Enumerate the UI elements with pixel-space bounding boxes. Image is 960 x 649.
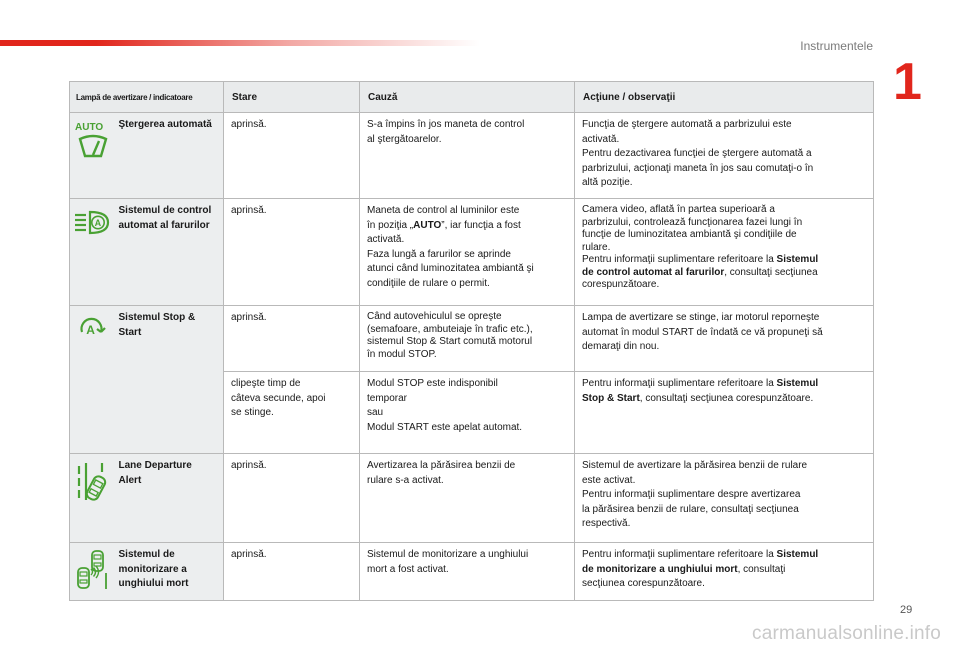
cause-cell: Modul STOP este indisponibil temporar sau Modul START este apelat automat. [360,372,575,454]
table-header-row [70,82,874,113]
section-title: Instrumentele [800,39,873,53]
chapter-number: 1 [893,53,922,111]
action-bold-text: Sistemul de control automat al farurilor [582,254,819,278]
action-cell [575,543,874,601]
action-line: activată. [582,133,620,145]
lamp-name: Sistemul de control automat al farurilor [117,199,224,306]
cause-bold-text: AUTO [413,219,442,231]
lamp-name: Lane Departure Alert [117,454,224,543]
action-text: Pentru informaţii suplimentare referitoare la [582,549,777,560]
state-cell: aprinsă. [224,113,360,199]
action-bold-text: Sistemul Stop & Start [582,378,819,404]
table-row [70,306,874,372]
action-cell: Sistemul de avertizare la părăsirea benzii de rulare este activat. Pentru informaţii suplimentare despre avertizarea la părăsirea benzii de rulare, consultaţi secţiunea respectivă. [575,454,874,543]
column-header-action: Acţiune / observaţii [575,82,874,113]
cause-cell: Sistemul de monitorizare a unghiului mort a fost activat. [360,543,575,601]
action-cell [575,372,874,454]
table-row [70,113,874,199]
svg-text:AUTO: AUTO [75,122,104,133]
cause-cell [360,199,575,306]
cause-text: Maneta de control al luminilor este în poziţia „ [367,205,520,231]
lamp-cell [70,199,117,306]
cause-line: S-a împins în jos maneta de control [367,119,525,130]
lamp-cell [70,113,117,199]
column-header-state: Stare [224,82,360,113]
auto-headlamp-icon [72,205,114,245]
cause-line: al ştergătoarelor. [367,133,442,145]
table-row [70,543,874,601]
state-cell: aprinsă. [224,454,360,543]
action-text: , consultaţi secţiunea corespunzătoare. [639,392,814,404]
lamp-name: Sistemul Stop & Start [117,306,224,454]
lamp-cell [70,543,117,601]
warning-lamps-table [69,81,874,601]
state-cell: aprinsă. [224,306,360,372]
state-cell: aprinsă. [224,199,360,306]
action-line: Funcţia de ştergere automată a parbrizului este [582,119,792,130]
cause-text: ”, iar funcţia a fost activată. Faza lungă a farurilor se aprinde atunci când luminozitatea ambiantă şi condiţiile de rulare o permit. [367,219,534,289]
column-header-cause: Cauză [360,82,575,113]
action-cell: Lampa de avertizare se stinge, iar motorul reporneşte automat în modul START de îndată ce vă propuneţi să demaraţi din nou. [575,306,874,372]
header-accent-bar [0,40,480,46]
svg-text:A: A [94,218,102,228]
lamp-cell [70,454,117,543]
action-text: Camera video, aflată în partea superioară a parbrizului, controlează funcţionarea fazei lungi în funcţie de luminozitatea ambiantă şi condiţiile de rulare. Pentru informaţii suplimentare referitoare la [582,204,803,265]
auto-wiper-icon [72,119,114,163]
cause-cell [360,113,575,199]
stop-start-icon [72,312,114,342]
cause-cell: Când autovehiculul se opreşte (semafoare, ambuteiaje în trafic etc.), sistemul Stop & Start comută motorul în modul STOP. [360,306,575,372]
table-row [70,454,874,543]
cause-cell: Avertizarea la părăsirea benzii de rulare s-a activat. [360,454,575,543]
action-text: , consultaţi secţiunea corespunzătoare. [582,266,818,290]
action-line: parbrizului, acţionaţi maneta în jos sau comutaţi-o în [582,162,814,174]
lamp-name: Sistemul de monitorizare a unghiului mort [117,543,224,601]
state-cell: clipeşte timp de câteva secunde, apoi se stinge. [224,372,360,454]
svg-text:A: A [86,323,95,337]
blind-spot-icon [72,549,114,593]
action-text: Pentru informaţii suplimentare referitoare la [582,378,777,389]
action-line: Pentru dezactivarea funcţiei de ştergere automată a [582,148,812,159]
action-cell [575,199,874,306]
action-line: altă poziţie. [582,177,633,188]
watermark: carmanualsonline.info [752,623,942,644]
action-bold-text: Sistemul de monitorizare a unghiului mort [582,549,819,575]
lamp-name: Ştergerea automată [117,113,224,199]
action-text: , consultaţi secţiunea corespunzătoare. [582,563,786,589]
lane-departure-icon [72,460,114,506]
state-cell: aprinsă. [224,543,360,601]
action-cell [575,113,874,199]
lamp-cell [70,306,117,454]
page-number: 29 [900,604,913,616]
table-row [70,199,874,306]
column-header-lamp: Lampă de avertizare / indicatoare [70,82,224,113]
